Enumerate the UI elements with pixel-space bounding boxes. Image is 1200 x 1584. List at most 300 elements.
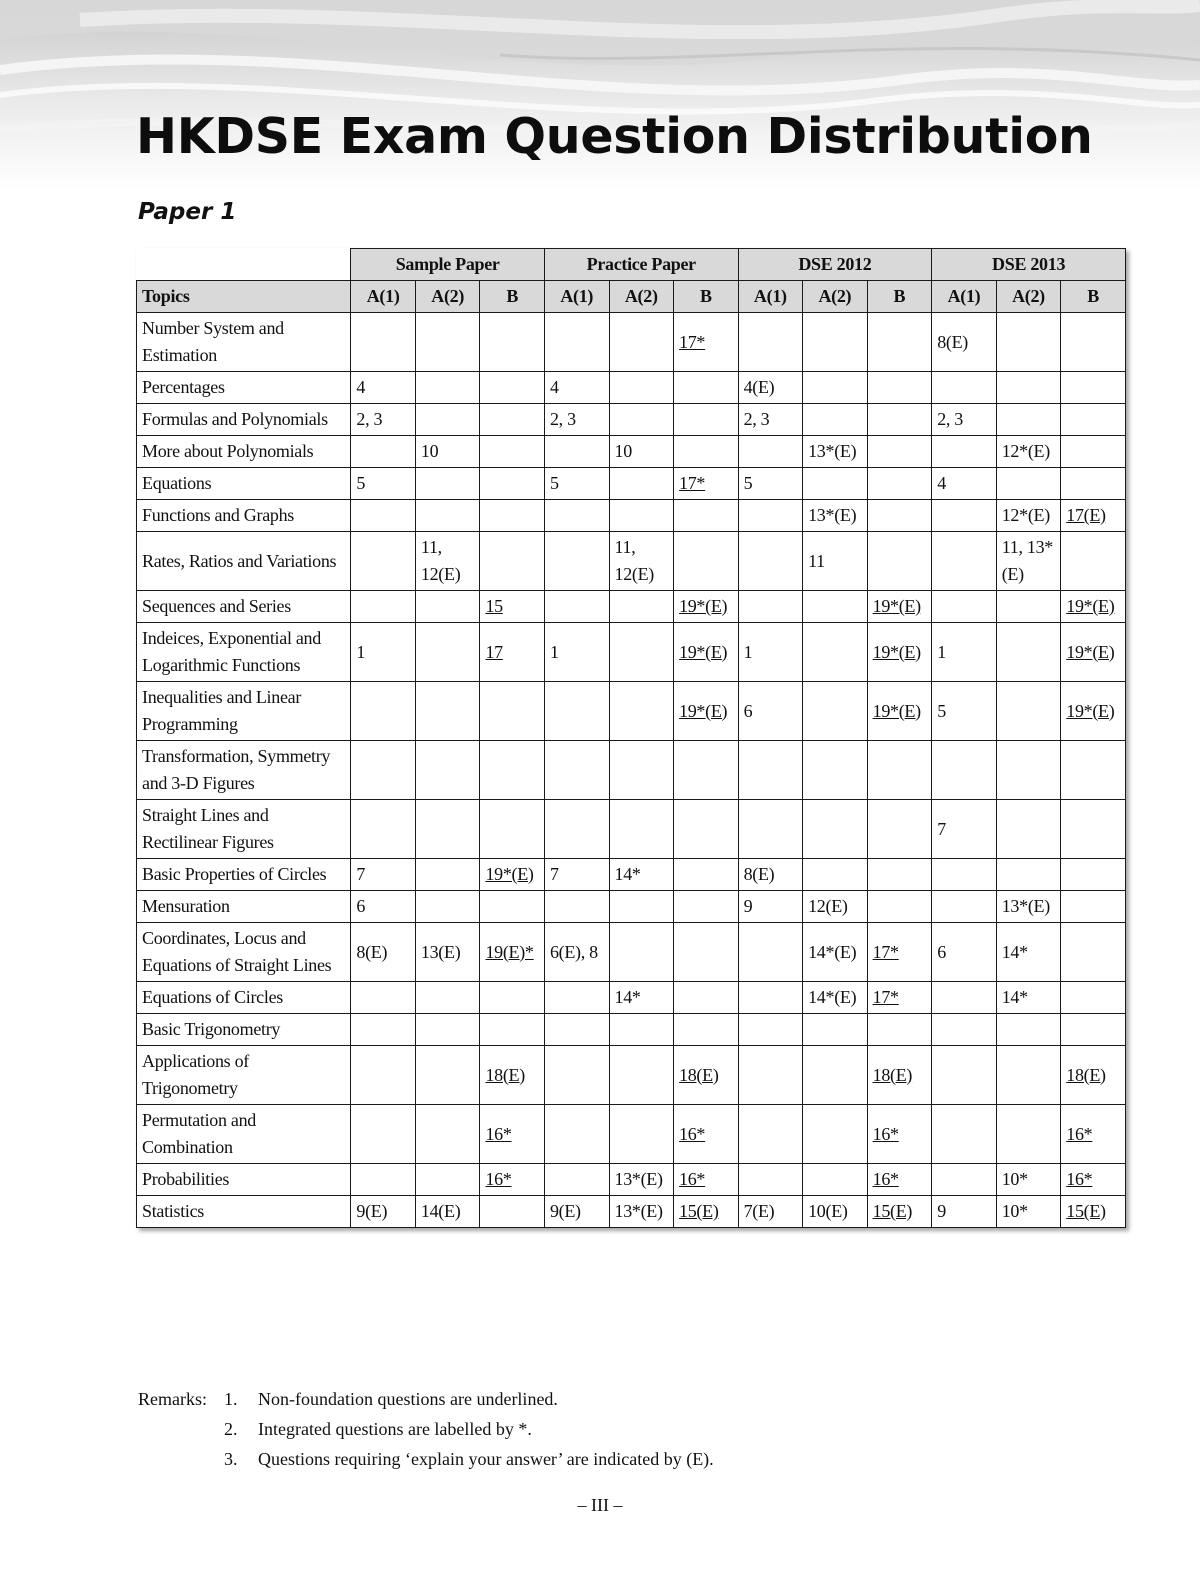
question-distribution-table-wrap <box>136 248 1126 1228</box>
group-header: Practice Paper <box>544 249 738 281</box>
question-cell: 19*(E) <box>867 623 932 682</box>
question-cell <box>480 532 545 591</box>
question-cell <box>609 1046 674 1105</box>
question-cell <box>1061 1014 1126 1046</box>
question-cell <box>351 436 416 468</box>
question-cell: 12(E) <box>803 891 868 923</box>
table-row <box>137 1105 1126 1164</box>
topic-cell: Transformation, Symmetry and 3-D Figures <box>137 741 351 800</box>
question-cell: 19*(E) <box>674 623 739 682</box>
question-cell <box>351 1164 416 1196</box>
question-cell: 7 <box>351 859 416 891</box>
question-cell <box>738 532 803 591</box>
question-cell: 4 <box>351 372 416 404</box>
question-cell: 14* <box>609 982 674 1014</box>
question-cell: 5 <box>544 468 609 500</box>
question-cell: 14*(E) <box>803 923 868 982</box>
question-cell: 2, 3 <box>544 404 609 436</box>
question-cell: 14(E) <box>415 1196 480 1228</box>
sub-header: A(2) <box>803 281 868 313</box>
table-row <box>137 891 1126 923</box>
question-cell <box>480 982 545 1014</box>
question-cell <box>674 1014 739 1046</box>
question-cell: 4 <box>932 468 997 500</box>
question-cell <box>609 741 674 800</box>
sub-header: A(2) <box>996 281 1061 313</box>
question-cell <box>544 891 609 923</box>
question-cell <box>996 1014 1061 1046</box>
question-cell: 16* <box>480 1105 545 1164</box>
question-cell <box>480 372 545 404</box>
question-cell <box>415 404 480 436</box>
question-cell <box>738 436 803 468</box>
question-cell <box>738 591 803 623</box>
question-cell <box>674 500 739 532</box>
question-cell <box>738 982 803 1014</box>
question-cell <box>351 313 416 372</box>
question-cell <box>544 313 609 372</box>
question-cell <box>415 1105 480 1164</box>
question-cell: 6 <box>932 923 997 982</box>
table-row <box>137 859 1126 891</box>
question-cell <box>351 1014 416 1046</box>
question-cell <box>803 682 868 741</box>
question-cell <box>480 404 545 436</box>
question-cell <box>738 923 803 982</box>
question-cell <box>803 313 868 372</box>
question-cell <box>932 532 997 591</box>
question-cell <box>609 1014 674 1046</box>
remark-text: Non-foundation questions are underlined. <box>258 1389 558 1409</box>
table-row <box>137 500 1126 532</box>
question-cell: 1 <box>932 623 997 682</box>
question-cell <box>867 741 932 800</box>
question-cell <box>544 1014 609 1046</box>
question-cell: 16* <box>867 1164 932 1196</box>
question-cell: 13*(E) <box>609 1196 674 1228</box>
question-cell <box>867 404 932 436</box>
table-row <box>137 372 1126 404</box>
question-cell: 7 <box>544 859 609 891</box>
group-header: DSE 2012 <box>738 249 932 281</box>
topic-cell: Statistics <box>137 1196 351 1228</box>
sub-header: B <box>480 281 545 313</box>
remarks-label: Remarks: <box>138 1389 207 1409</box>
question-cell <box>415 372 480 404</box>
question-cell: 15(E) <box>674 1196 739 1228</box>
question-cell <box>803 623 868 682</box>
question-cell <box>415 591 480 623</box>
question-cell: 15 <box>480 591 545 623</box>
remark-text: Questions requiring ‘explain your answer’ are indicated by (E). <box>258 1449 714 1469</box>
table-row <box>137 404 1126 436</box>
question-cell: 19(E)* <box>480 923 545 982</box>
question-cell <box>803 372 868 404</box>
question-cell: 9(E) <box>351 1196 416 1228</box>
sub-header: A(1) <box>544 281 609 313</box>
question-cell: 17* <box>674 313 739 372</box>
question-cell: 12*(E) <box>996 500 1061 532</box>
question-cell <box>544 741 609 800</box>
question-cell <box>932 982 997 1014</box>
table-row <box>137 591 1126 623</box>
question-cell <box>544 1164 609 1196</box>
topic-cell: Equations <box>137 468 351 500</box>
question-cell <box>674 404 739 436</box>
paper-subtitle: Paper 1 <box>138 199 237 225</box>
question-cell: 5 <box>351 468 416 500</box>
question-cell <box>415 859 480 891</box>
table-row <box>137 532 1126 591</box>
topic-cell: Sequences and Series <box>137 591 351 623</box>
sub-header: B <box>867 281 932 313</box>
question-cell: 16* <box>867 1105 932 1164</box>
sub-header: A(1) <box>738 281 803 313</box>
table-row <box>137 800 1126 859</box>
question-cell <box>996 468 1061 500</box>
question-cell <box>932 1014 997 1046</box>
question-cell: 14* <box>996 982 1061 1014</box>
table-row <box>137 313 1126 372</box>
question-cell <box>351 982 416 1014</box>
question-cell: 11, 13*(E) <box>996 532 1061 591</box>
question-cell <box>932 891 997 923</box>
group-header: Sample Paper <box>351 249 545 281</box>
remark-number: 1. <box>224 1389 238 1409</box>
question-cell <box>803 741 868 800</box>
question-cell <box>544 982 609 1014</box>
question-cell <box>674 891 739 923</box>
question-cell <box>803 800 868 859</box>
question-cell: 7(E) <box>738 1196 803 1228</box>
question-cell <box>738 1014 803 1046</box>
question-cell: 16* <box>674 1105 739 1164</box>
sub-header: A(1) <box>351 281 416 313</box>
question-cell <box>932 1105 997 1164</box>
table-row <box>137 923 1126 982</box>
question-cell <box>674 532 739 591</box>
question-cell <box>1061 404 1126 436</box>
question-cell: 1 <box>738 623 803 682</box>
table-row <box>137 1014 1126 1046</box>
table-row <box>137 436 1126 468</box>
question-cell <box>351 500 416 532</box>
question-distribution-table <box>136 248 1126 1228</box>
question-cell <box>480 741 545 800</box>
question-cell <box>867 468 932 500</box>
question-cell <box>932 436 997 468</box>
question-cell <box>996 1105 1061 1164</box>
question-cell <box>609 1105 674 1164</box>
question-cell: 17(E) <box>1061 500 1126 532</box>
question-cell <box>867 800 932 859</box>
question-cell <box>996 859 1061 891</box>
question-cell <box>415 741 480 800</box>
question-cell: 10* <box>996 1164 1061 1196</box>
remark-text: Integrated questions are labelled by *. <box>258 1419 532 1439</box>
question-cell: 9(E) <box>544 1196 609 1228</box>
question-cell <box>738 500 803 532</box>
question-cell <box>415 800 480 859</box>
question-cell <box>544 532 609 591</box>
question-cell <box>415 891 480 923</box>
question-cell <box>867 436 932 468</box>
question-cell <box>1061 800 1126 859</box>
question-cell: 4 <box>544 372 609 404</box>
question-cell <box>996 741 1061 800</box>
question-cell <box>867 859 932 891</box>
question-cell <box>544 800 609 859</box>
question-cell <box>351 1046 416 1105</box>
question-cell <box>803 859 868 891</box>
question-cell <box>351 1105 416 1164</box>
question-cell <box>674 923 739 982</box>
question-cell <box>738 741 803 800</box>
question-cell <box>544 682 609 741</box>
question-cell <box>996 682 1061 741</box>
question-cell <box>609 468 674 500</box>
question-cell <box>609 800 674 859</box>
question-cell <box>674 800 739 859</box>
question-cell <box>609 500 674 532</box>
question-cell: 14*(E) <box>803 982 868 1014</box>
question-cell <box>1061 468 1126 500</box>
table-row <box>137 741 1126 800</box>
question-cell <box>996 623 1061 682</box>
question-cell <box>1061 436 1126 468</box>
question-cell <box>544 591 609 623</box>
question-cell <box>480 313 545 372</box>
table-row <box>137 468 1126 500</box>
question-cell: 12*(E) <box>996 436 1061 468</box>
topic-cell: Functions and Graphs <box>137 500 351 532</box>
question-cell <box>544 1105 609 1164</box>
sub-header-row <box>137 281 1126 313</box>
topic-cell: Mensuration <box>137 891 351 923</box>
question-cell: 6 <box>351 891 416 923</box>
topic-cell: Equations of Circles <box>137 982 351 1014</box>
question-cell <box>996 404 1061 436</box>
question-cell <box>996 372 1061 404</box>
topic-cell: Percentages <box>137 372 351 404</box>
question-cell <box>351 741 416 800</box>
question-cell: 5 <box>738 468 803 500</box>
question-cell <box>609 404 674 436</box>
question-cell <box>803 1164 868 1196</box>
remark-item <box>138 1414 714 1444</box>
group-header: DSE 2013 <box>932 249 1126 281</box>
question-cell: 19*(E) <box>1061 623 1126 682</box>
question-cell: 13*(E) <box>803 436 868 468</box>
question-cell: 2, 3 <box>932 404 997 436</box>
question-cell: 19*(E) <box>1061 591 1126 623</box>
question-cell <box>351 682 416 741</box>
question-cell: 1 <box>544 623 609 682</box>
question-cell <box>1061 923 1126 982</box>
question-cell: 16* <box>1061 1164 1126 1196</box>
question-cell <box>996 1046 1061 1105</box>
question-cell <box>867 313 932 372</box>
question-cell <box>932 741 997 800</box>
topic-cell: Rates, Ratios and Variations <box>137 532 351 591</box>
question-cell <box>480 800 545 859</box>
question-cell <box>1061 982 1126 1014</box>
question-cell: 5 <box>932 682 997 741</box>
question-cell: 19*(E) <box>867 682 932 741</box>
table-row <box>137 623 1126 682</box>
question-cell <box>544 500 609 532</box>
question-cell <box>867 500 932 532</box>
sub-header: A(2) <box>609 281 674 313</box>
question-cell <box>609 372 674 404</box>
question-cell: 15(E) <box>1061 1196 1126 1228</box>
question-cell: 9 <box>738 891 803 923</box>
question-cell <box>480 468 545 500</box>
table-row <box>137 1196 1126 1228</box>
topic-cell: Inequalities and Linear Programming <box>137 682 351 741</box>
question-cell: 10 <box>415 436 480 468</box>
question-cell <box>803 1046 868 1105</box>
question-cell <box>803 468 868 500</box>
question-cell <box>674 859 739 891</box>
question-cell <box>674 741 739 800</box>
question-cell <box>415 313 480 372</box>
question-cell: 19*(E) <box>1061 682 1126 741</box>
topic-cell: Straight Lines and Rectilinear Figures <box>137 800 351 859</box>
question-cell: 13(E) <box>415 923 480 982</box>
question-cell <box>415 500 480 532</box>
question-cell <box>351 532 416 591</box>
question-cell <box>738 1046 803 1105</box>
sub-header: A(1) <box>932 281 997 313</box>
question-cell: 1 <box>351 623 416 682</box>
remark-number: 2. <box>224 1419 238 1439</box>
question-cell <box>803 1105 868 1164</box>
question-cell: 2, 3 <box>351 404 416 436</box>
question-cell: 2, 3 <box>738 404 803 436</box>
question-cell <box>867 891 932 923</box>
question-cell <box>738 313 803 372</box>
question-cell: 18(E) <box>867 1046 932 1105</box>
question-cell: 7 <box>932 800 997 859</box>
question-cell <box>867 372 932 404</box>
question-cell: 11 <box>803 532 868 591</box>
question-cell: 14* <box>996 923 1061 982</box>
sub-header: B <box>674 281 739 313</box>
question-cell <box>932 372 997 404</box>
question-cell: 6(E), 8 <box>544 923 609 982</box>
question-cell: 17* <box>867 923 932 982</box>
question-cell <box>609 923 674 982</box>
sub-header: B <box>1061 281 1126 313</box>
question-cell <box>803 1014 868 1046</box>
topic-cell: Basic Trigonometry <box>137 1014 351 1046</box>
question-cell: 19*(E) <box>674 682 739 741</box>
question-cell <box>932 500 997 532</box>
question-cell <box>1061 372 1126 404</box>
question-cell <box>674 436 739 468</box>
question-cell: 4(E) <box>738 372 803 404</box>
question-cell: 15(E) <box>867 1196 932 1228</box>
question-cell <box>996 313 1061 372</box>
topic-cell: More about Polynomials <box>137 436 351 468</box>
question-cell: 10* <box>996 1196 1061 1228</box>
table-row <box>137 1164 1126 1196</box>
question-cell: 6 <box>738 682 803 741</box>
question-cell <box>415 1014 480 1046</box>
question-cell <box>609 682 674 741</box>
question-cell: 19*(E) <box>867 591 932 623</box>
topic-cell: Permutation and Combination <box>137 1105 351 1164</box>
page-title: HKDSE Exam Question Distribution <box>136 108 1093 165</box>
topic-cell: Probabilities <box>137 1164 351 1196</box>
topic-cell: Basic Properties of Circles <box>137 859 351 891</box>
page-number: – III – <box>577 1495 623 1515</box>
topic-cell: Formulas and Polynomials <box>137 404 351 436</box>
question-cell <box>609 591 674 623</box>
sub-header: A(2) <box>415 281 480 313</box>
question-cell <box>351 800 416 859</box>
question-cell <box>803 404 868 436</box>
question-cell <box>351 591 416 623</box>
question-cell <box>415 623 480 682</box>
question-cell <box>480 1196 545 1228</box>
question-cell: 17* <box>674 468 739 500</box>
question-cell: 17 <box>480 623 545 682</box>
question-cell: 17* <box>867 982 932 1014</box>
question-cell: 9 <box>932 1196 997 1228</box>
topic-cell: Number System and Estimation <box>137 313 351 372</box>
question-cell <box>932 1046 997 1105</box>
table-body <box>137 313 1126 1228</box>
question-cell: 18(E) <box>674 1046 739 1105</box>
question-cell: 10(E) <box>803 1196 868 1228</box>
question-cell <box>415 682 480 741</box>
remark-item <box>138 1444 714 1474</box>
question-cell <box>803 591 868 623</box>
question-cell <box>415 982 480 1014</box>
question-cell: 19*(E) <box>674 591 739 623</box>
question-cell: 13*(E) <box>803 500 868 532</box>
question-cell: 8(E) <box>351 923 416 982</box>
topic-cell: Coordinates, Locus and Equations of Straight Lines <box>137 923 351 982</box>
question-cell <box>609 891 674 923</box>
question-cell <box>932 859 997 891</box>
question-cell <box>996 800 1061 859</box>
question-cell: 16* <box>1061 1105 1126 1164</box>
question-cell <box>932 1164 997 1196</box>
question-cell <box>1061 313 1126 372</box>
question-cell: 11, 12(E) <box>609 532 674 591</box>
question-cell: 8(E) <box>738 859 803 891</box>
question-cell <box>738 1105 803 1164</box>
table-row <box>137 1046 1126 1105</box>
question-cell <box>415 1046 480 1105</box>
question-cell: 14* <box>609 859 674 891</box>
question-cell <box>1061 859 1126 891</box>
question-cell <box>544 436 609 468</box>
question-cell <box>415 1164 480 1196</box>
question-cell <box>867 1014 932 1046</box>
question-cell <box>609 623 674 682</box>
question-cell <box>480 682 545 741</box>
table-row <box>137 982 1126 1014</box>
question-cell <box>867 532 932 591</box>
question-cell <box>1061 532 1126 591</box>
question-cell <box>1061 891 1126 923</box>
question-cell: 8(E) <box>932 313 997 372</box>
question-cell <box>738 800 803 859</box>
